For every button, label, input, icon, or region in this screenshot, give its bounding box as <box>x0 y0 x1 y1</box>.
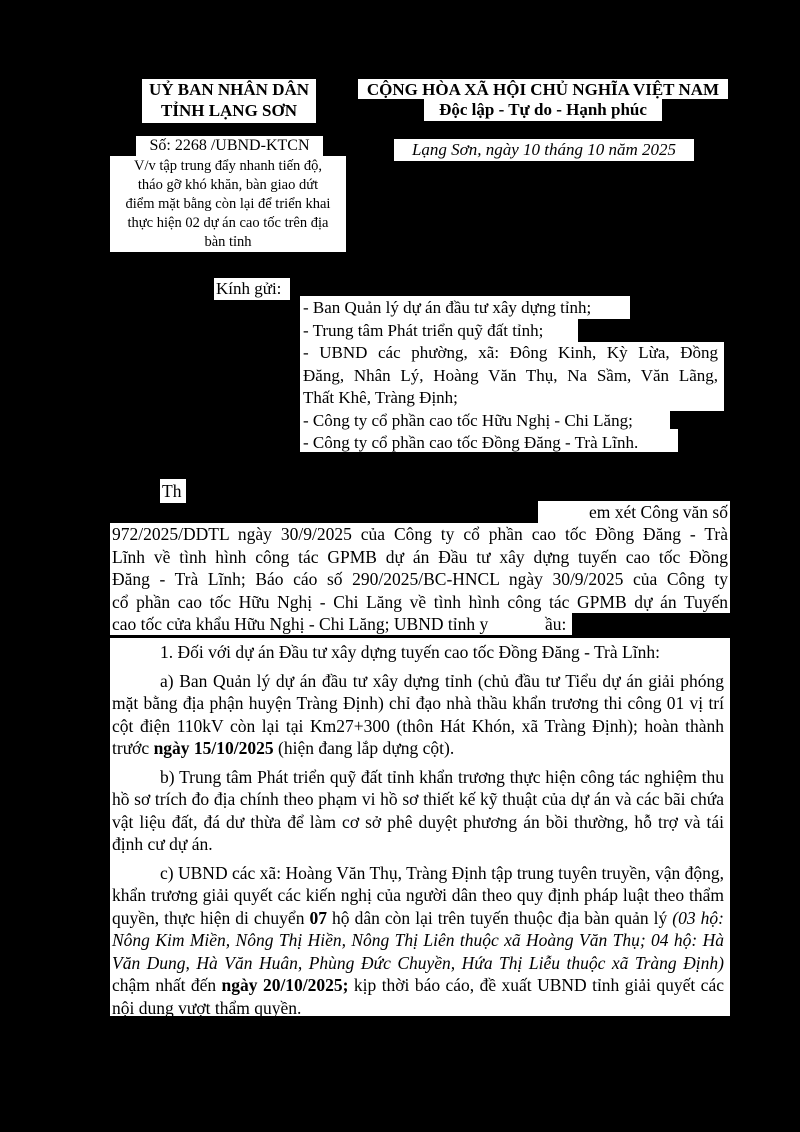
document-date: Lạng Sơn, ngày 10 tháng 10 năm 2025 <box>411 140 677 159</box>
item-b: b) Trung tâm Phát triển quỹ đất tỉnh khẩn trương thực hiện công tác nghiệm thu hồ sơ trích đo địa chính theo phạm vi hồ sơ thiết kế kỹ thuật của dự án và các bãi chứa vật liệu đất, đá dư thừa để làm cơ sở phê duyệt phương án bồi thường, hỗ trợ và tái định cư dự án. <box>112 766 724 854</box>
subject-line: V/v tập trung đẩy nhanh tiến độ, <box>133 158 323 174</box>
intro-line: Đăng - Trà Lĩnh; Báo cáo số 290/2025/BC-HNCL ngày 30/9/2025 của Công ty <box>112 569 728 589</box>
item-c-text3: chậm nhất đến <box>112 975 222 995</box>
item-c-household-list: (03 hộ: Nông Kim Miền, Nông Thị Hiền, Nông Thị Liên thuộc xã Hoàng Văn Thụ; 04 hộ: Hà Văn Dung, Hà Văn Huân, Phùng Đức Chuyền, Hứa Thị Liễu thuộc xã Tràng Định) <box>112 907 724 973</box>
subject-line: thực hiện 02 dự án cao tốc trên địa <box>127 215 329 231</box>
recipient-item: Đăng, Nhân Lý, Hoàng Văn Thụ, Na Sầm, Văn Lãng, <box>303 365 718 385</box>
intro-last-line-text: cao tốc cửa khẩu Hữu Nghị - Chi Lăng; UBND tỉnh y <box>112 614 489 634</box>
section1 <box>112 641 724 1019</box>
document-number: Số: 2268 /UBND-KTCN <box>149 137 310 154</box>
item-c-deadline: ngày 20/10/2025; <box>221 975 349 995</box>
item-a-deadline: ngày 15/10/2025 <box>153 738 274 758</box>
item-c-text1: c) UBND các xã: Hoàng Văn Thụ, Tràng Định tập trung tuyên truyền, vận động, khẩn trương giải quyết các kiến nghị của người dân theo quy định pháp luật theo thẩm quyền, thực hiện di chuyển <box>112 862 724 928</box>
recipient-item: - Ban Quản lý dự án đầu tư xây dựng tỉnh; <box>303 298 592 317</box>
issuing-authority <box>142 79 316 121</box>
item-a-tail: (hiện đang lắp dựng cột). <box>273 738 455 758</box>
item-c-text2: hộ dân còn lại trên tuyến thuộc địa bàn quản lý <box>327 907 673 928</box>
subject-line: điểm mặt bằng còn lại để triển khai <box>125 196 331 212</box>
redaction-mark <box>572 613 578 635</box>
intro-last-line <box>112 613 488 635</box>
issuing-authority-line2: TỈNH LẠNG SƠN <box>160 101 298 120</box>
intro-line: 972/2025/DDTL ngày 30/9/2025 của Công ty cổ phần cao tốc Đồng Đăng - Trà <box>112 524 728 544</box>
item-a-text: a) Ban Quản lý dự án đầu tư xây dựng tỉnh (chủ đầu tư Tiểu dự án giải phóng mặt bằng địa phận huyện Tràng Định) chỉ đạo nhà thầu khẩn trương thi công 01 vị trí cột điện 110kV còn lại tại Km27+300 (thôn Hát Khón, xã Tràng Định); hoàn thành trước <box>112 670 724 758</box>
intro-line: Lĩnh về tình hình công tác GPMB dự án Đầu tư xây dựng tuyến cao tốc Đồng <box>112 546 728 567</box>
recipients-label: Kính gửi: <box>216 279 282 298</box>
national-motto: Độc lập - Tự do - Hạnh phúc <box>439 100 647 119</box>
subject-line: tháo gỡ khó khăn, bàn giao dứt <box>137 177 319 193</box>
item-c-text4: kịp thời báo cáo, đề xuất UBND tỉnh giải quyết các nội dung vượt thẩm quyền. <box>112 975 724 1018</box>
intro-fragment-line2: em xét Công văn số <box>588 502 728 522</box>
recipient-item: - Trung tâm Phát triển quỹ đất tỉnh; <box>303 320 544 340</box>
item-c-household-count: 07 <box>309 907 327 928</box>
subject-line: bàn tỉnh <box>204 234 252 250</box>
issuing-authority-line1: UỶ BAN NHÂN DÂN <box>148 80 310 99</box>
intro-line: cổ phần cao tốc Hữu Nghị - Chi Lăng về tình hình công tác GPMB dự án Tuyến <box>112 591 728 612</box>
recipient-item: - UBND các phường, xã: Đông Kinh, Kỳ Lừa, Đồng <box>303 343 718 362</box>
recipient-item: Thất Khê, Tràng Định; <box>303 388 458 407</box>
national-title: CỘNG HÒA XÃ HỘI CHỦ NGHĨA VIỆT NAM <box>366 80 720 99</box>
item-c <box>112 862 724 1020</box>
recipient-list <box>303 297 718 455</box>
section1-heading: 1. Đối với dự án Đầu tư xây dựng tuyến cao tốc Đồng Đăng - Trà Lĩnh: <box>160 642 660 662</box>
intro-last-line-end: ầu: <box>545 614 567 634</box>
item-a <box>112 670 724 760</box>
subject-summary <box>110 157 346 252</box>
intro-fragment-start: Th <box>162 481 182 501</box>
recipient-item: - Công ty cổ phần cao tốc Đồng Đăng - Trà Lĩnh. <box>303 433 639 452</box>
recipient-item: - Công ty cổ phần cao tốc Hữu Nghị - Chi Lăng; <box>303 410 633 430</box>
intro-paragraph <box>112 523 728 613</box>
